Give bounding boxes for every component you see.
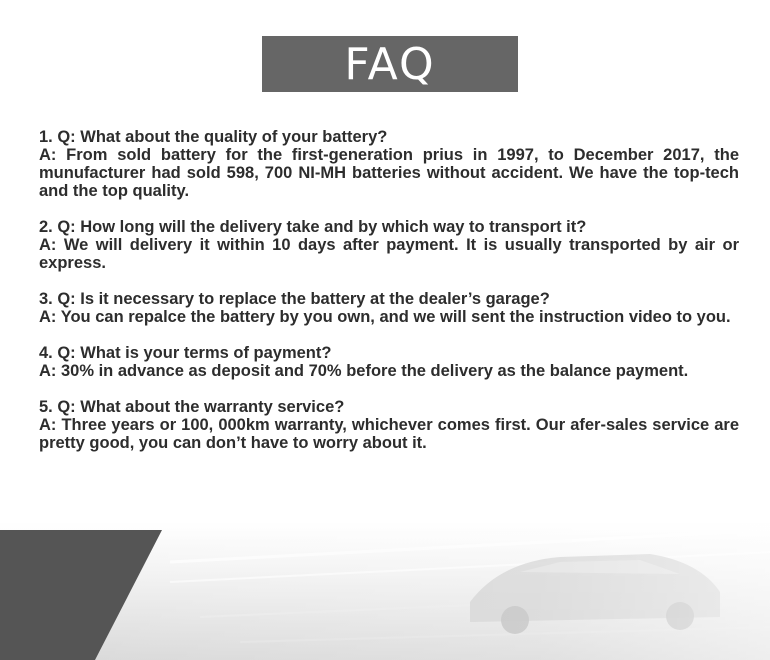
faq-question: 3. Q: Is it necessary to replace the battery at the dealer’s garage? — [39, 290, 550, 308]
faq-item-4 — [39, 344, 739, 380]
faq-answer: A: You can repalce the battery by you own, and we will sent the instruction video to you. — [39, 308, 731, 326]
faq-item-1 — [39, 128, 739, 200]
faq-item-5 — [39, 398, 739, 452]
faq-title: FAQ — [262, 36, 518, 92]
faq-answer: A: 30% in advance as deposit and 70% before the delivery as the balance payment. — [39, 362, 689, 380]
decorative-dark-band — [0, 530, 770, 660]
faq-answer: A: We will delivery it within 10 days after payment. It is usually transported by air or express. — [39, 236, 739, 272]
faq-answer: A: From sold battery for the first-generation prius in 1997, to December 2017, the munufacturer had sold 598, 700 NI-MH batteries without accident. We have the top-tech and the top quality. — [39, 146, 739, 200]
faq-question: 4. Q: What is your terms of payment? — [39, 344, 332, 362]
faq-question: 5. Q: What about the warranty service? — [39, 398, 345, 416]
faq-question: 2. Q: How long will the delivery take and by which way to transport it? — [39, 218, 587, 236]
faq-question: 1. Q: What about the quality of your battery? — [39, 128, 388, 146]
faq-answer: A: Three years or 100, 000km warranty, whichever comes first. Our afer-sales service are pretty good, you can don’t have to worry about it. — [39, 416, 739, 452]
faq-list — [39, 128, 739, 470]
faq-item-3 — [39, 290, 739, 326]
faq-item-2 — [39, 218, 739, 272]
